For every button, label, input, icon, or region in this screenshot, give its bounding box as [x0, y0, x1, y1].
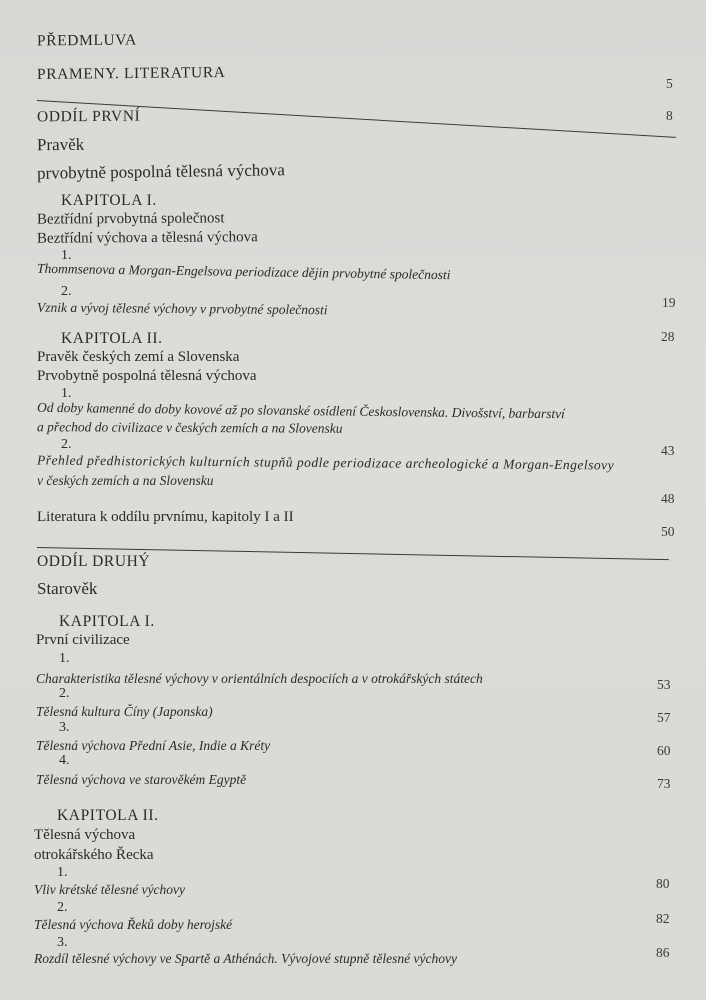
- page-number: 60: [657, 743, 671, 758]
- chapter-label: KAPITOLA I.: [59, 613, 155, 630]
- chapter-title: Pravěk českých zemí a Slovenska: [37, 349, 240, 365]
- item-number: 3.: [57, 935, 68, 950]
- toc-item: v českých zemích a na Slovensku: [37, 473, 214, 488]
- page-number: 19: [662, 295, 676, 310]
- item-number: 1.: [57, 865, 68, 880]
- section-title: Starověk: [37, 579, 98, 598]
- item-number: 2.: [61, 437, 72, 452]
- page-number: 5: [666, 76, 673, 91]
- chapter-label: KAPITOLA II.: [57, 807, 159, 824]
- chapter-label: KAPITOLA I.: [61, 192, 157, 209]
- toc-item: Vznik a vývoj tělesné výchovy v prvobytné společnosti: [36, 299, 328, 318]
- chapter-title: Tělesná výchova: [34, 827, 136, 843]
- page-number: 73: [657, 776, 671, 791]
- chapter-label: KAPITOLA II.: [61, 330, 163, 347]
- item-number: 1.: [61, 386, 72, 401]
- chapter-title: Beztřídní výchova a tělesná výchova: [36, 229, 258, 247]
- page-number: 28: [661, 329, 675, 344]
- page-number: 43: [661, 443, 675, 458]
- page-number: 53: [657, 677, 671, 692]
- page-number: 80: [656, 876, 670, 891]
- page-number: 48: [661, 491, 675, 506]
- toc-entry-prameny: PRAMENY. LITERATURA: [36, 64, 226, 83]
- section-heading: ODDÍL PRVNÍ: [36, 107, 141, 126]
- page-number: 8: [666, 108, 673, 123]
- toc-item: a přechod do civilizace v českých zemích a na Slovensku: [36, 419, 343, 436]
- section-heading: ODDÍL DRUHÝ: [37, 553, 151, 570]
- toc-item: Charakteristika tělesné výchovy v orientálních despociích a v otrokářských státech: [36, 671, 483, 686]
- section-title: Pravěk: [36, 134, 85, 155]
- chapter-title: První civilizace: [36, 632, 130, 648]
- item-number: 2.: [57, 900, 68, 915]
- item-number: 3.: [59, 720, 70, 735]
- toc-entry-predmluva: PŘEDMLUVA: [36, 31, 137, 50]
- toc-item: Tělesná výchova Přední Asie, Indie a Kréty: [36, 738, 271, 753]
- page-number: 82: [656, 911, 670, 926]
- toc-item: Rozdíl tělesné výchovy ve Spartě a Athénách. Vývojové stupně tělesné výchovy: [34, 951, 457, 966]
- toc-item: Tělesná výchova ve starověkém Egyptě: [36, 772, 247, 787]
- toc-item: Tělesná kultura Číny (Japonska): [36, 704, 213, 719]
- chapter-title: Prvobytně pospolná tělesná výchova: [37, 368, 257, 384]
- page-number: 57: [657, 710, 671, 725]
- toc-item: Přehled předhistorických kulturních stupňů podle periodizace archeologické a Morgan-Engelsovy: [36, 452, 615, 473]
- toc-item: Tělesná výchova Řeků doby herojské: [34, 917, 233, 932]
- toc-item: Od doby kamenné do doby kovové až po slovanské osídlení Československa. Divošství, barbarství: [36, 399, 565, 422]
- literature-entry: Literatura k oddílu prvnímu, kapitoly I a II: [37, 509, 294, 525]
- item-number: 2.: [59, 686, 70, 701]
- item-number: 4.: [59, 753, 70, 768]
- page-number: 86: [656, 945, 670, 960]
- section-subtitle: prvobytně pospolná tělesná výchova: [36, 160, 285, 183]
- item-number: 1.: [61, 248, 72, 263]
- item-number: 1.: [59, 651, 70, 666]
- item-number: 2.: [61, 284, 72, 299]
- toc-item: Thommsenova a Morgan-Engelsova periodizace dějin prvobytné společnosti: [36, 260, 451, 283]
- chapter-title: otrokářského Řecka: [34, 847, 154, 863]
- chapter-title: Beztřídní prvobytná společnost: [36, 210, 225, 228]
- page-number: 50: [661, 524, 675, 539]
- toc-item: Vliv krétské tělesné výchovy: [34, 882, 186, 897]
